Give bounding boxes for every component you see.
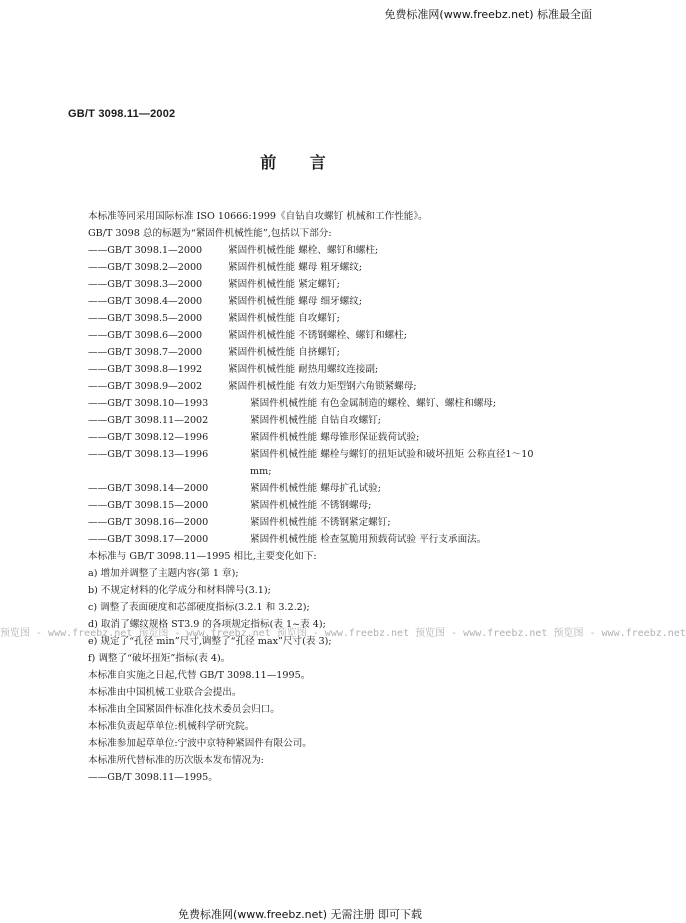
standard-code: ——GB/T 3098.4—2000 [88, 296, 203, 307]
list-item [88, 361, 558, 378]
list-item [88, 497, 558, 514]
standard-title: 紧固件机械性能 螺栓、螺钉和螺柱; [228, 245, 379, 256]
closing-line: 本标准参加起草单位:宁波中京特种紧固件有限公司。 [88, 738, 312, 749]
standard-code: ——GB/T 3098.10—1993 [88, 398, 209, 409]
standard-title: 紧固件机械性能 螺栓与螺钉的扭矩试验和破坏扭矩 公称直径1～10 mm; [250, 449, 534, 477]
site-banner-bottom: 免费标准网(www.freebz.net) 无需注册 即可下载 [177, 908, 423, 921]
standard-title: 紧固件机械性能 检查氢脆用预载荷试验 平行支承面法。 [250, 534, 487, 545]
list-item [88, 480, 558, 497]
standard-title: 紧固件机械性能 自钻自攻螺钉; [250, 415, 382, 426]
standard-title: 紧固件机械性能 耐热用螺纹连接副; [228, 364, 379, 375]
change-item: d) 取消了螺纹规格 ST3.9 的各项规定指标(表 1~表 4); [88, 619, 326, 630]
list-item [88, 446, 558, 480]
closing-line: 本标准所代替标准的历次版本发布情况为: [88, 755, 264, 766]
change-item: f) 调整了“破坏扭矩”指标(表 4)。 [88, 653, 231, 664]
standard-title: 紧固件机械性能 紧定螺钉; [228, 279, 340, 290]
standard-title: 紧固件机械性能 不锈钢螺母; [250, 500, 372, 511]
list-item [88, 310, 558, 327]
site-banner-top: 免费标准网(www.freebz.net) 标准最全面 [384, 8, 592, 21]
change-item: e) 规定了“孔径 min”尺寸,调整了“孔径 max”尺寸(表 3); [88, 636, 332, 647]
document-code: GB/T 3098.11—2002 [68, 108, 176, 120]
standard-code: ——GB/T 3098.12—1996 [88, 432, 209, 443]
standard-code: ——GB/T 3098.5—2000 [88, 313, 203, 324]
standard-title: 紧固件机械性能 螺母锥形保证载荷试验; [250, 432, 420, 443]
closing-line: 本标准自实施之日起,代替 GB/T 3098.11—1995。 [88, 670, 311, 681]
standard-title: 紧固件机械性能 螺母 细牙螺纹; [228, 296, 363, 307]
standard-code: ——GB/T 3098.9—2002 [88, 381, 203, 392]
standard-title: 紧固件机械性能 自攻螺钉; [228, 313, 340, 324]
standard-code: ——GB/T 3098.13—1996 [88, 449, 209, 460]
list-item [88, 327, 558, 344]
changes-intro: 本标准与 GB/T 3098.11—1995 相比,主要变化如下: [88, 551, 317, 562]
standard-title: 紧固件机械性能 螺母 粗牙螺纹; [228, 262, 363, 273]
standard-title: 紧固件机械性能 不锈钢螺栓、螺钉和螺柱; [228, 330, 407, 341]
list-item [88, 429, 558, 446]
intro-line: 本标准等同采用国际标准 ISO 10666:1999《自钻自攻螺钉 机械和工作性能》。 [88, 211, 428, 222]
page-title: 前 言 [260, 153, 340, 172]
list-item [88, 293, 558, 310]
list-item [88, 259, 558, 276]
standard-title: 紧固件机械性能 螺母扩孔试验; [250, 483, 382, 494]
standards-list [88, 242, 558, 548]
standard-title: 紧固件机械性能 有色金属制造的螺栓、螺钉、螺柱和螺母; [250, 398, 497, 409]
closing-line: ——GB/T 3098.11—1995。 [88, 772, 218, 783]
standard-code: ——GB/T 3098.8—1992 [88, 364, 203, 375]
standard-code: ——GB/T 3098.3—2000 [88, 279, 203, 290]
list-item [88, 514, 558, 531]
standard-code: ——GB/T 3098.11—2002 [88, 415, 209, 426]
standard-title: 紧固件机械性能 不锈钢紧定螺钉; [250, 517, 391, 528]
list-item [88, 276, 558, 293]
standard-code: ——GB/T 3098.7—2000 [88, 347, 203, 358]
list-item [88, 378, 558, 395]
list-item [88, 242, 558, 259]
standard-code: ——GB/T 3098.6—2000 [88, 330, 203, 341]
standard-code: ——GB/T 3098.15—2000 [88, 500, 209, 511]
change-item: c) 调整了表面硬度和芯部硬度指标(3.2.1 和 3.2.2); [88, 602, 310, 613]
standard-title: 紧固件机械性能 自挤螺钉; [228, 347, 340, 358]
standard-code: ——GB/T 3098.2—2000 [88, 262, 203, 273]
list-item [88, 344, 558, 361]
list-item [88, 412, 558, 429]
standard-title: 紧固件机械性能 有效力矩型钢六角锁紧螺母; [228, 381, 417, 392]
change-item: b) 不规定材料的化学成分和材料牌号(3.1); [88, 585, 271, 596]
standard-code: ——GB/T 3098.1—2000 [88, 245, 203, 256]
change-item: a) 增加并调整了主题内容(第 1 章); [88, 568, 239, 579]
document-body [88, 208, 558, 786]
closing-line: 本标准负责起草单位:机械科学研究院。 [88, 721, 255, 732]
closing-line: 本标准由全国紧固件标准化技术委员会归口。 [88, 704, 280, 715]
standard-code: ——GB/T 3098.17—2000 [88, 534, 209, 545]
list-item [88, 395, 558, 412]
list-item [88, 531, 558, 548]
intro-line: GB/T 3098 总的标题为“紧固件机械性能”,包括以下部分: [88, 228, 332, 239]
closing-line: 本标准由中国机械工业联合会提出。 [88, 687, 242, 698]
standard-code: ——GB/T 3098.14—2000 [88, 483, 209, 494]
standard-code: ——GB/T 3098.16—2000 [88, 517, 209, 528]
preview-watermark: 预览图 - www.freebz.net 预览图 - www.freebz.net 预览图 - www.freebz.net 预览图 - www.freebz.net 预览图 - www.freebz.net [0, 628, 686, 639]
